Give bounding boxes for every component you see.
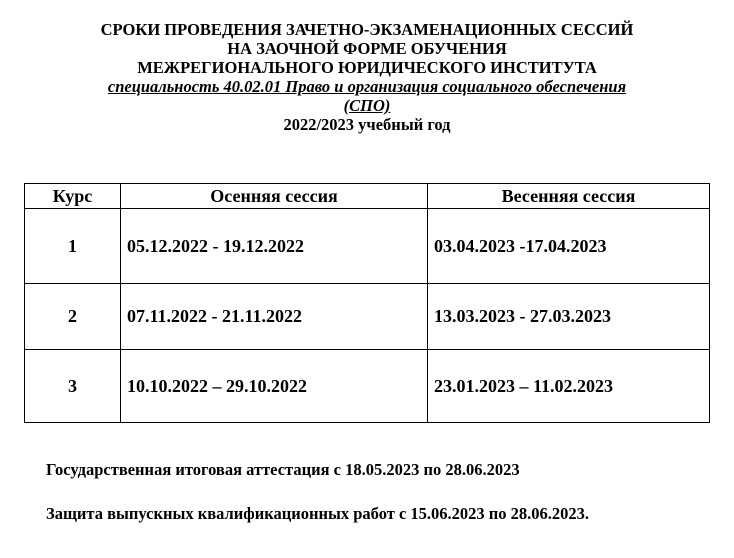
header-spring: Весенняя сессия [428,184,710,209]
autumn-cell: 07.11.2022 - 21.11.2022 [121,284,428,350]
spring-cell: 13.03.2023 - 27.03.2023 [428,284,710,350]
specialty-line-2: (СПО) [343,96,391,115]
academic-year: 2022/2023 учебный год [283,115,451,134]
autumn-cell: 05.12.2022 - 19.12.2022 [121,209,428,284]
table-row [25,209,710,284]
course-cell: 3 [25,350,121,423]
table-header-row [25,184,710,209]
course-cell: 2 [25,284,121,350]
final-attestation-text: Государственная итоговая аттестация с 18.05.2023 по 28.06.2023 [46,460,520,479]
table-row [25,284,710,350]
session-schedule-table [24,183,710,423]
title-line-3: МЕЖРЕГИОНАЛЬНОГО ЮРИДИЧЕСКОГО ИНСТИТУТА [137,58,597,77]
document-title [0,20,734,134]
title-line-1: СРОКИ ПРОВЕДЕНИЯ ЗАЧЕТНО-ЭКЗАМЕНАЦИОННЫХ СЕССИЙ [100,20,634,39]
thesis-defense-text: Защита выпускных квалификационных работ с 15.06.2023 по 28.06.2023. [46,504,590,523]
header-autumn: Осенняя сессия [121,184,428,209]
spring-cell: 03.04.2023 -17.04.2023 [428,209,710,284]
table-row [25,350,710,423]
specialty-line-1: специальность 40.02.01 Право и организация социального обеспечения [107,77,627,96]
header-course: Курс [25,184,121,209]
title-line-2: НА ЗАОЧНОЙ ФОРМЕ ОБУЧЕНИЯ [227,39,507,58]
course-cell: 1 [25,209,121,284]
spring-cell: 23.01.2023 – 11.02.2023 [428,350,710,423]
autumn-cell: 10.10.2022 – 29.10.2022 [121,350,428,423]
